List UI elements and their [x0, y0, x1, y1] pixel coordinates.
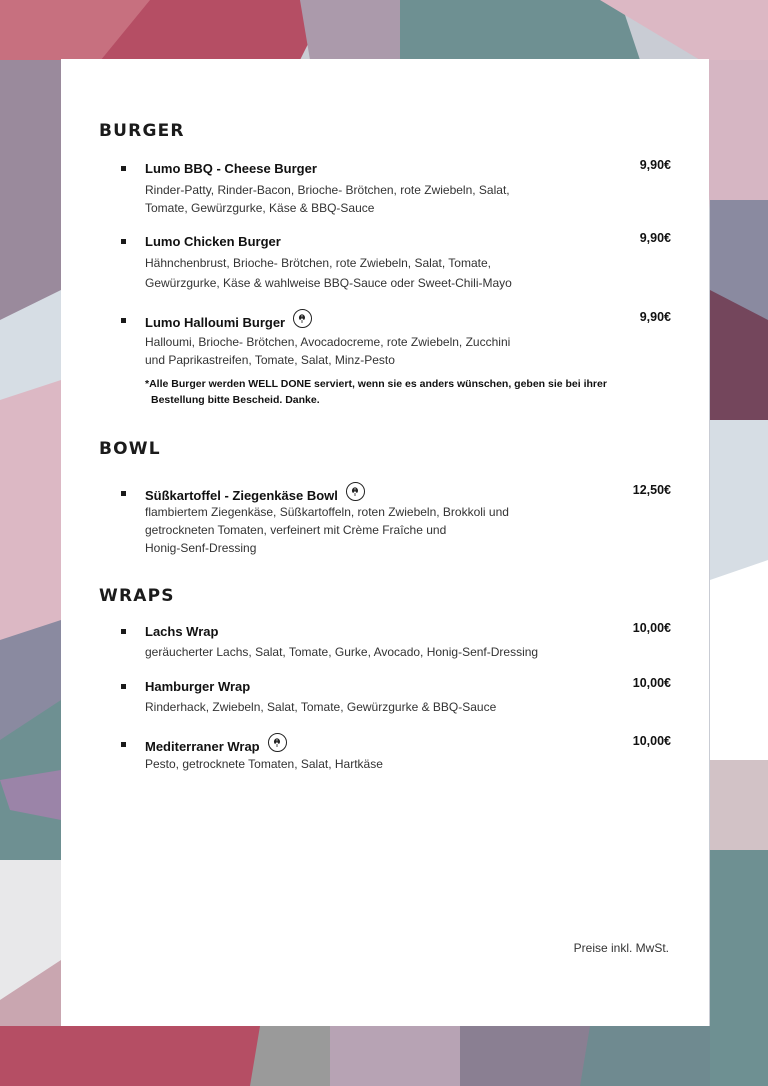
item-name: Lumo Chicken Burger — [145, 234, 281, 249]
tax-footnote: Preise inkl. MwSt. — [573, 941, 669, 955]
item-name: Mediterraner Wrap — [145, 739, 260, 754]
item-price: 9,90€ — [639, 310, 671, 324]
bullet-icon — [121, 684, 126, 689]
item-price: 10,00€ — [632, 676, 671, 690]
item-description: Hähnchenbrust, Brioche- Brötchen, rote Zwiebeln, Salat, Tomate, Gewürzgurke, Käse & wahlweise BBQ-Sauce oder Sweet-Chili-Mayo — [145, 256, 512, 290]
item-description: Halloumi, Brioche- Brötchen, Avocadocreme, rote Zwiebeln, Zucchini und Paprikastreifen, Tomate, Salat, Minz-Pesto — [145, 335, 511, 367]
item-price: 9,90€ — [639, 158, 671, 172]
item-price: 12,50€ — [632, 483, 671, 497]
bullet-icon — [121, 239, 126, 244]
item-name-wrap — [145, 313, 312, 332]
menu-card — [61, 59, 709, 1026]
section-title-bowl: BOWL — [99, 439, 161, 459]
item-description: Rinder-Patty, Rinder-Bacon, Brioche- Brötchen, rote Zwiebeln, Salat, Tomate, Gewürzgurke, Käse & BBQ-Sauce — [145, 183, 510, 215]
veggie-leaf-icon — [293, 309, 312, 328]
item-description: Pesto, getrocknete Tomaten, Salat, Hartkäse — [145, 757, 383, 771]
item-description: Rinderhack, Zwiebeln, Salat, Tomate, Gewürzgurke & BBQ-Sauce — [145, 700, 497, 714]
item-price: 9,90€ — [639, 231, 671, 245]
item-price: 10,00€ — [632, 621, 671, 635]
bullet-icon — [121, 166, 126, 171]
item-name-wrap — [145, 737, 287, 756]
item-name: Lumo BBQ - Cheese Burger — [145, 161, 317, 176]
item-name: Lumo Halloumi Burger — [145, 315, 286, 330]
item-price: 10,00€ — [632, 734, 671, 748]
item-name: Lachs Wrap — [145, 624, 219, 639]
item-description: flambiertem Ziegenkäse, Süßkartoffeln, roten Zwiebeln, Brokkoli und getrockneten Tomaten, verfeinert mit Crème Fraîche und Honig-Senf-Dressing — [145, 505, 509, 555]
bullet-icon — [121, 629, 126, 634]
item-name: Hamburger Wrap — [145, 679, 251, 694]
section-title-burger: BURGER — [99, 121, 185, 141]
item-name: Süßkartoffel - Ziegenkäse Bowl — [145, 488, 338, 503]
item-description: geräucherter Lachs, Salat, Tomate, Gurke, Avocado, Honig-Senf-Dressing — [145, 645, 539, 659]
burger-note: *Alle Burger werden WELL DONE serviert, wenn sie es anders wünschen, geben sie bei ihrer Bestellung bitte Bescheid. Danke. — [145, 378, 607, 406]
bullet-icon — [121, 742, 126, 747]
section-title-wraps: WRAPS — [99, 586, 175, 606]
veggie-leaf-icon — [346, 482, 365, 501]
bullet-icon — [121, 491, 126, 496]
veggie-leaf-icon — [268, 733, 287, 752]
bullet-icon — [121, 318, 126, 323]
